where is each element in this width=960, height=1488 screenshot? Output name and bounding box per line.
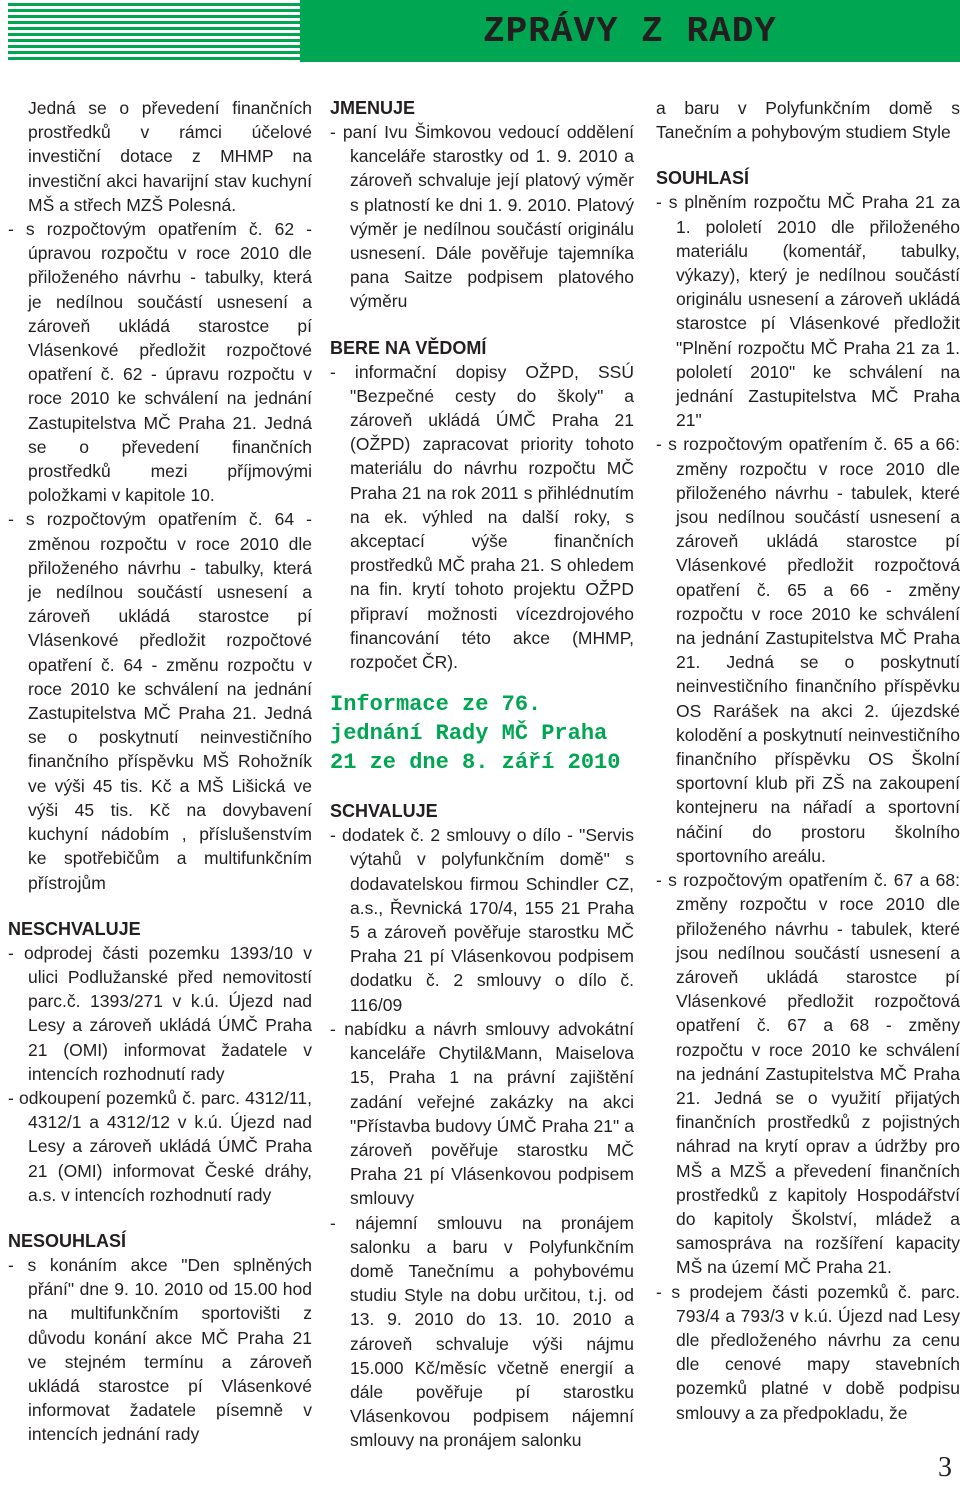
column-3 <box>656 96 960 1425</box>
page-title: ZPRÁVY Z RADY <box>483 10 777 52</box>
intro-paragraph: Jedná se o převedení finančních prostředků v rámci účelové investiční dotace z MHMP na investiční akci havarijní stav kuchyní MŠ a střech MZŠ Polesná. <box>28 98 312 215</box>
header-stripes <box>8 0 300 62</box>
section-heading: NESCHVALUJE <box>8 918 141 939</box>
list-item: - informační dopisy OŽPD, SSÚ "Bezpečné cesty do školy" a zároveň ukládá ÚMČ Praha 21 (OŽPD) zapracovat priority tohoto materiálu do návrhu rozpočtu MČ Praha 21 na rok 2011 s přihlédnutím na ek. výhled na další roky, s akceptací výše finančních prostředků MČ praha 21. S ohledem na fin. krytí tohoto projektu OŽPD připraví možnosti vícezdrojového financování této akce (MHMP, rozpočet ČR). <box>330 361 634 673</box>
list-item: - s konáním akce "Den splněných přání" dne 9. 10. 2010 od 15.00 hod na multifunkčním sportovišti z důvodu konání akce MČ Praha 21 ve stejném termínu a zároveň ukládá starostce pí Vlásenkové informovat žadatele písemně v intencích jednání rady <box>8 1254 312 1445</box>
list-item: - paní Ivu Šimkovou vedoucí oddělení kanceláře starostky od 1. 9. 2010 a zároveň schvaluje její platový výměr s platností ke dni 1. 9. 2010. Platový výměr je nedílnou součástí originálu usnesení. Dále pověřuje tajemníka pana Saitze podpisem platového výměru <box>330 122 634 312</box>
list-item: - odprodej části pozemku 1393/10 v ulici Podlužanské před nemovitostí parc.č. 1393/271 v k.ú. Újezd nad Lesy a zároveň ukládá ÚMČ Praha 21 (OMI) informovat žadatele v intencích rozhodnutí rady <box>8 942 312 1084</box>
list-item: - s rozpočtovým opatřením č. 67 a 68: změny rozpočtu v roce 2010 dle přiloženého návrhu - tabulek, které jsou nedílnou součástí usnesení a zároveň ukládá starostce pí Vlásenkové předložit rozpočtová opatření č. 67 a 68 - změny rozpočtu v roce 2010 ke schválení na jednání Zastupitelstva MČ Praha 21. Jedná se o využití přijatých finančních prostředků z pojistných náhrad na krytí oprav a údržby pro MŠ a MZŠ a převedení finančních prostředků z kapitoly Hospodářství do kapitoly Školství, mládež a samospráva na rozšíření kapacity MŠ na území MČ Praha 21. <box>656 870 960 1278</box>
section-heading: NESOUHLASÍ <box>8 1230 127 1251</box>
continued-paragraph: a baru v Polyfunkčním domě s Tanečním a pohybovým studiem Style <box>656 98 960 143</box>
section-heading: JMENUJE <box>330 98 416 118</box>
list-item: - s rozpočtovým opatřením č. 62 - úpravou rozpočtu v roce 2010 dle přiloženého návrhu - tabulky, která je nedílnou součástí usnesení a zároveň ukládá starostce pí Vlásenkové předložit rozpočtové opatření č. 62 - úpravu rozpočtu v roce 2010 ke schválení na jednání Zastupitelstva MČ Praha 21. Jedná se o převedení finančních prostředků mezi příjmovými položkami v kapitole 10. <box>8 219 312 506</box>
column-1 <box>8 96 312 1447</box>
section-heading: SCHVALUJE <box>330 801 438 822</box>
section-heading: BERE NA VĚDOMÍ <box>330 337 487 358</box>
list-item: - nabídku a návrh smlouvy advokátní kanceláře Chytil&Mann, Maiselova 15, Praha 1 na právní zajištění zadání veřejné zakázky na akci "Přístavba budovy ÚMČ Praha 21" a zároveň pověřuje starostku MČ Praha 21 pí Vlásenkovou podpisem smlouvy <box>330 1018 634 1209</box>
list-item: - odkoupení pozemků č. parc. 4312/11, 4312/1 a 4312/12 v k.ú. Újezd nad Lesy a zároveň ukládá ÚMČ Praha 21 (OMI) informovat České dráhy, a.s. v intencích rozhodnutí rady <box>8 1087 312 1205</box>
info-heading: Informace ze 76. jednání Rady MČ Praha 21 ze dne 8. září 2010 <box>330 692 621 776</box>
page-number: 3 <box>938 1452 952 1483</box>
header-banner <box>300 0 960 62</box>
list-item: - s rozpočtovým opatřením č. 64 - změnou rozpočtu v roce 2010 dle přiloženého návrhu - tabulky, která je nedílnou součástí usnesení a zároveň ukládá starostce pí Vlásenkové předložit rozpočtové opatření č. 64 - změnu rozpočtu v roce 2010 ke schválení na jednání Zastupitelstva MČ Praha 21. Jedná se o poskytnutí neinvestičního finančního příspěvku MŠ Rohožník ve výši 45 tis. Kč a MŠ Lišická ve výši 45 tis. Kč na dovybavení kuchyní nádobím , příslušenstvím ke spotřebičům a multifunkčním přístrojům <box>8 509 312 893</box>
list-item: - dodatek č. 2 smlouvy o dílo - "Servis výtahů v polyfunkčním domě" s dodavatelskou firmou Schindler CZ, a.s., Řevnická 170/4, 155 21 Praha 5 a zároveň pověřuje starostku MČ Praha 21 pí Vlásenkovou podpisem dodatku č. 2 smlouvy o dílo č. 116/09 <box>330 825 634 1015</box>
list-item: - s rozpočtovým opatřením č. 65 a 66: změny rozpočtu v roce 2010 dle přiloženého návrhu - tabulek, které jsou nedílnou součástí usnesení a zároveň ukládá starostce pí Vlásenkové předložit rozpočtová opatření č. 65 a 66 - změny rozpočtu v roce 2010 ke schválení na jednání Zastupitelstva MČ Praha 21. Jedná se o poskytnutí neinvestičního finančního příspěvku OS Rarášek na akci 2. újezdské kolodění a poskytnutí neinvestičního finančního příspěvku OS Školní sportovní klub při ZŠ na zakoupení kontejneru na nářadí a sportovní náčiní do prostoru školního sportovního areálu. <box>656 434 960 866</box>
list-item: - nájemní smlouvu na pronájem salonku a baru v Polyfunkčním domě Tanečnímu a pohybovému studiu Style na dobu určitou, t.j. od 13. 9. 2010 do 13. 10. 2010 a zároveň schvaluje výši nájmu 15.000 Kč/měsíc včetně energií a dále pověřuje pí starostku Vlásenkovou podpisem nájemní smlouvy na pronájem salonku <box>330 1212 634 1451</box>
list-item: - s prodejem části pozemků č. parc. 793/4 a 793/3 v k.ú. Újezd nad Lesy dle předloženého návrhu za cenu dle cenové mapy stavebních pozemků platné v době podpisu smlouvy a za předpokladu, že <box>656 1281 960 1423</box>
column-2 <box>330 96 634 1453</box>
section-heading: SOUHLASÍ <box>656 168 750 189</box>
list-item: - s plněním rozpočtu MČ Praha 21 za 1. pololetí 2010 dle přiloženého materiálu (komentář, tabulky, výkazy), který je nedílnou součástí originálu usnesení a zároveň ukládá starostce pí Vlásenkové předložit "Plnění rozpočtu MČ Praha 21 za 1. pololetí 2010" ke schválení na jednání Zastupitelstva MČ Praha 21" <box>656 192 960 431</box>
